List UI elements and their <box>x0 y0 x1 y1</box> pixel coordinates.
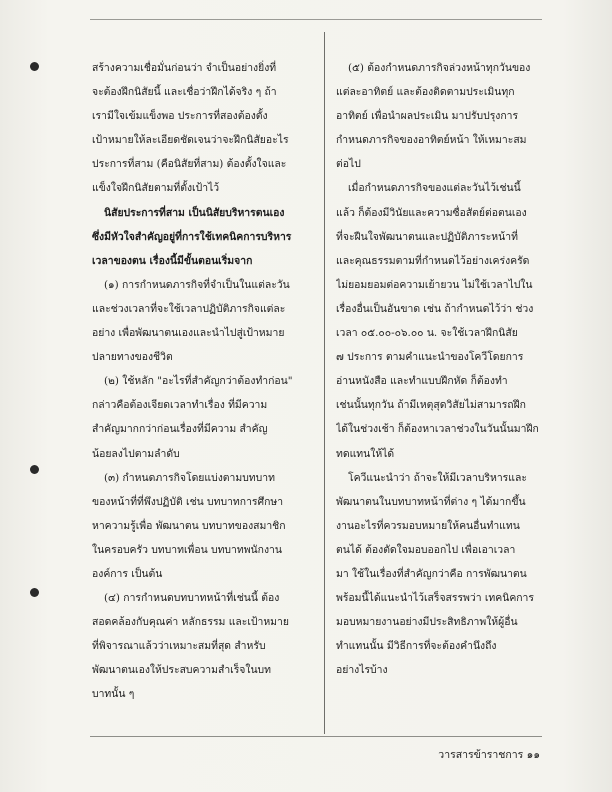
text-line: อาทิตย์ เพื่อนำผลประเมิน มาปรับปรุงการ <box>336 110 519 123</box>
text-line: (๑) การกำหนดภารกิจที่จำเป็นในแต่ละวัน <box>104 278 290 291</box>
page-footer <box>414 746 540 763</box>
text-line: แข็งใจฝึกนิสัยตามที่ตั้งเป้าไว้ <box>92 182 220 195</box>
text-line: เมื่อกำหนดภารกิจของแต่ละวันไว้เช่นนี้ <box>348 182 521 195</box>
text-line: ของหน้าที่ที่พึงปฏิบัติ เช่น บทบาทการศึกษา <box>92 495 284 508</box>
text-line: พร้อมนี้ได้แนะนำไว้เสร็จสรรพว่า เทคนิคการ <box>336 592 534 605</box>
text-line: นิสัยประการที่สาม เป็นนิสัยบริหารตนเอง <box>104 206 285 219</box>
text-line: ปลายทางของชีวิต <box>92 351 173 364</box>
text-line: ตนได้ ต้องตัดใจมอบออกไป เพื่อเอาเวลา <box>336 543 516 556</box>
text-line: อย่างไรบ้าง <box>336 664 388 677</box>
text-line: น้อยลงไปตามลำดับ <box>92 447 180 460</box>
text-line: (๒) ใช้หลัก "อะไรที่สำคัญกว่าต้องทำก่อน" <box>104 375 293 388</box>
right-column <box>336 56 556 682</box>
text-line: สำคัญมากกว่าก่อนเรื่องที่มีความ สำคัญ <box>92 423 268 436</box>
binder-hole-icon <box>30 62 39 71</box>
text-line: มอบหมายงานอย่างมีประสิทธิภาพให้ผู้อื่น <box>336 616 518 629</box>
text-line: และคุณธรรมตามที่กำหนดไว้อย่างเคร่งครัด <box>336 254 530 267</box>
text-line: หาความรู้เพื่อ พัฒนาตน บทบาทของสมาชิก <box>92 519 286 532</box>
binder-hole-icon <box>30 588 39 597</box>
text-line: ที่พิจารณาแล้วว่าเหมาะสมที่สุด สำหรับ <box>92 640 266 653</box>
page-number: ๑๑ <box>526 749 540 761</box>
text-line: ในครอบครัว บทบาทเพื่อน บทบาทพนักงาน <box>92 543 282 556</box>
text-line: บาทนั้น ๆ <box>92 688 135 701</box>
text-line: สร้างความเชื่อมั่นก่อนว่า จำเป็นอย่างยิ่งที่ <box>92 62 277 74</box>
running-title: วารสารข้าราชการ <box>438 749 524 761</box>
text-line: ทำแทนนั้น มีวิธีการที่จะต้องคำนึงถึง <box>336 640 497 653</box>
text-line: ๗ ประการ ตามคำแนะนำของโควีโดยการ <box>336 351 524 364</box>
text-line: (๓) กำหนดภารกิจโดยแบ่งตามบทบาท <box>104 471 275 484</box>
text-line: งานอะไรที่ควรมอบหมายให้คนอื่นทำแทน <box>336 519 520 532</box>
text-line: สอดคล้องกับคุณค่า หลักธรรม และเป้าหมาย <box>92 616 289 629</box>
text-line: และช่วงเวลาที่จะใช้เวลาปฏิบัติภารกิจแต่ละ <box>92 302 286 315</box>
text-line: ได้ในช่วงเช้า ก็ต้องหาเวลาช่วงในวันนั้นมาฝึก <box>336 423 539 436</box>
text-line: มา ใช้ในเรื่องที่สำคัญกว่าคือ การพัฒนาตน <box>336 567 527 580</box>
text-line: ที่จะฝืนใจพัฒนาตนและปฏิบัติภาระหน้าที่ <box>336 230 518 243</box>
bottom-rule <box>90 736 542 737</box>
text-line: พัฒนาตนในบทบาทหน้าที่ต่าง ๆ ได้มากขึ้น <box>336 495 526 508</box>
text-line: เรามีใจเข้มแข็งพอ ประการที่สองต้องตั้ง <box>92 110 268 123</box>
text-line: กล่าวคือต้องเจียดเวลาทำเรื่อง ที่มีความ <box>92 399 268 412</box>
text-line: (๕) ต้องกำหนดภารกิจล่วงหน้าทุกวันของ <box>348 62 531 74</box>
text-line: อย่าง เพื่อพัฒนาตนเองและนำไปสู่เป้าหมาย <box>92 327 285 340</box>
text-line: เวลา ๐๕.๐๐-๐๖.๐๐ น. จะใช้เวลาฝึกนิสัย <box>336 327 518 340</box>
text-line: จะต้องฝึกนิสัยนี้ และเชื่อว่าฝึกได้จริง ๆ ถ้า <box>92 86 277 99</box>
text-line: (๔) การกำหนดบทบาทหน้าที่เช่นนี้ ต้อง <box>104 592 280 605</box>
text-line: โควีแนะนำว่า ถ้าจะให้มีเวลาบริหารและ <box>348 471 527 484</box>
text-line: ต่อไป <box>336 158 361 171</box>
left-column <box>92 56 312 707</box>
text-line: ทดแทนให้ได้ <box>336 447 395 460</box>
text-line: แต่ละอาทิตย์ และต้องติดตามประเมินทุก <box>336 86 515 99</box>
text-line: ประการที่สาม (คือนิสัยที่สาม) ต้องตั้งใจและ <box>92 158 287 171</box>
top-rule <box>90 19 542 20</box>
text-line: แล้ว ก็ต้องมีวินัยและความซื่อสัตย์ต่อตนเอง <box>336 206 527 219</box>
text-line: เช่นนั้นทุกวัน ถ้ามีเหตุสุดวิสัยไม่สามารถฝึก <box>336 399 526 412</box>
text-line: ไม่ยอมยอมต่อความเย้ายวน ไม่ใช้เวลาไปใน <box>336 278 533 291</box>
binder-hole-icon <box>30 465 39 474</box>
text-line: อ่านหนังสือ และทำแบบฝึกหัด ก็ต้องทำ <box>336 375 508 388</box>
text-line: พัฒนาตนเองให้ประสบความสำเร็จในบท <box>92 664 271 677</box>
text-line: เป้าหมายให้ละเอียดชัดเจนว่าจะฝึกนิสัยอะไร <box>92 134 289 147</box>
text-line: เรื่องอื่นเป็นอันขาด เช่น ถ้ากำหนดไว้ว่า ช่วง <box>336 302 534 315</box>
column-divider <box>324 32 325 734</box>
text-line: องค์การ เป็นต้น <box>92 567 163 580</box>
text-line: ซึ่งมีหัวใจสำคัญอยู่ที่การใช้เทคนิคการบริหาร <box>92 230 292 243</box>
text-line: กำหนดภารกิจของอาทิตย์หน้า ให้เหมาะสม <box>336 134 527 147</box>
text-line: เวลาของตน เรื่องนี้มีขั้นตอนเริ่มจาก <box>92 254 253 267</box>
